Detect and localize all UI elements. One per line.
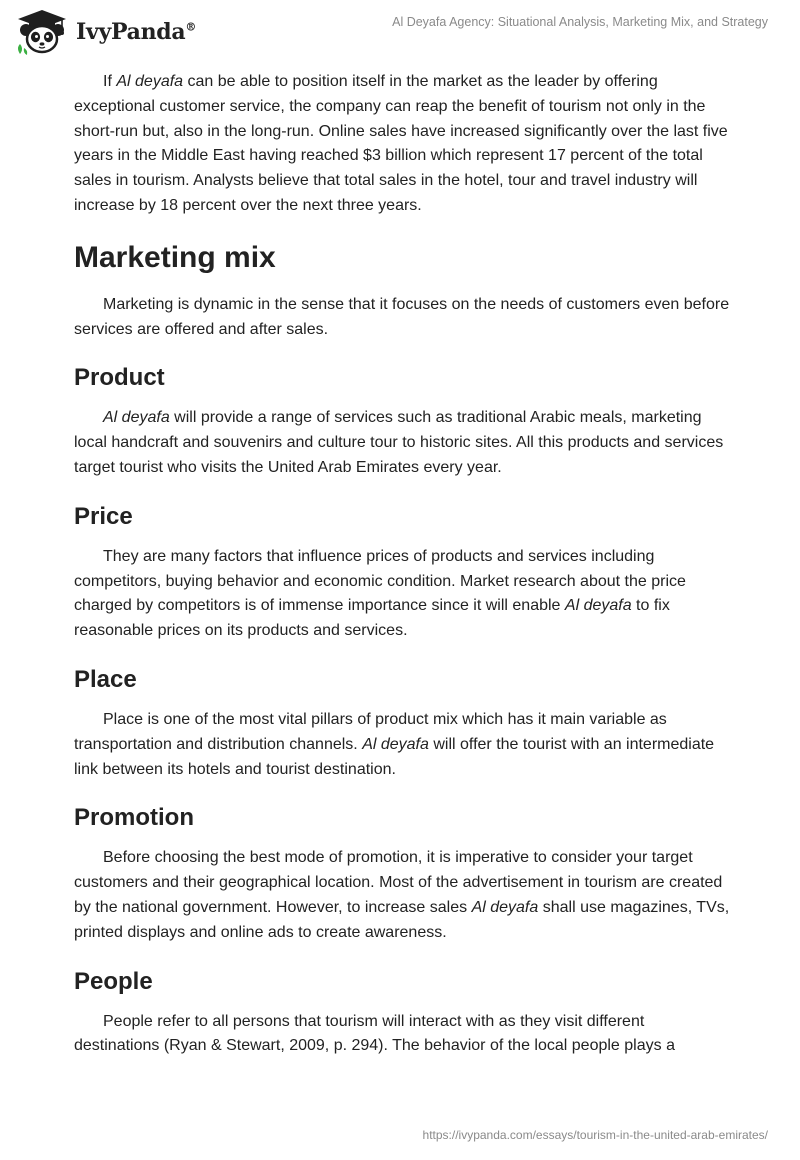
document-title: Al Deyafa Agency: Situational Analysis, Marketing Mix, and Strategy xyxy=(392,15,768,29)
promotion-paragraph: Before choosing the best mode of promotion, it is imperative to consider your target customers and their geographical location. Most of the advertisement in tourism are created by the national government. However, to increase sales Al deyafa shall use magazines, TVs, printed displays and online ads to create awareness. xyxy=(74,849,730,941)
panda-graduate-icon xyxy=(14,8,70,56)
section-heading-promotion: Promotion xyxy=(74,804,194,832)
brand-name: IvyPanda® xyxy=(76,19,197,45)
section-heading-place: Place xyxy=(74,665,137,693)
intro-paragraph: If Al deyafa can be able to position itself in the market as the leader by offering exceptional customer service, the company can reap the benefit of tourism not only in the short-run but, also in the long-run. Online sales have increased significantly over the last five years in the Middle East having reached $3 billion which represent 17 percent of the total sales in tourism. Analysts believe that total sales in the hotel, tour and travel industry will increase by 18 percent over the next three years. xyxy=(74,73,728,214)
source-url[interactable]: https://ivypanda.com/essays/tourism-in-the-united-arab-emirates/ xyxy=(422,1128,768,1142)
people-paragraph: People refer to all persons that tourism will interact with as they visit different destinations (Ryan & Stewart, 2009, p. 294). The behavior of the local people plays a xyxy=(74,1012,675,1055)
section-heading-marketing-mix: Marketing mix xyxy=(74,240,276,274)
page-header xyxy=(0,0,800,62)
section-heading-product: Product xyxy=(74,364,165,392)
price-paragraph: They are many factors that influence prices of products and services including competitors, buying behavior and economic condition. Market research about the price charged by competitors is of immense importance since it will enable Al deyafa to fix reasonable prices on its products and services. xyxy=(74,547,686,640)
product-paragraph: Al deyafa will provide a range of services such as traditional Arabic meals, marketing local handcraft and souvenirs and culture tour to historic sites. All this products and services target tourist who visits the United Arab Emirates every year. xyxy=(74,409,724,476)
brand-logo[interactable] xyxy=(14,8,196,56)
section-heading-people: People xyxy=(74,967,153,995)
place-paragraph: Place is one of the most vital pillars of product mix which has it main variable as transportation and distribution channels. Al deyafa will offer the tourist with an intermediate link between its hotels and tourist destination. xyxy=(74,710,715,778)
section-heading-price: Price xyxy=(74,502,133,530)
marketing-mix-paragraph: Marketing is dynamic in the sense that it focuses on the needs of customers even before services are offered and after sales. xyxy=(74,295,730,338)
article-body xyxy=(74,70,730,1081)
